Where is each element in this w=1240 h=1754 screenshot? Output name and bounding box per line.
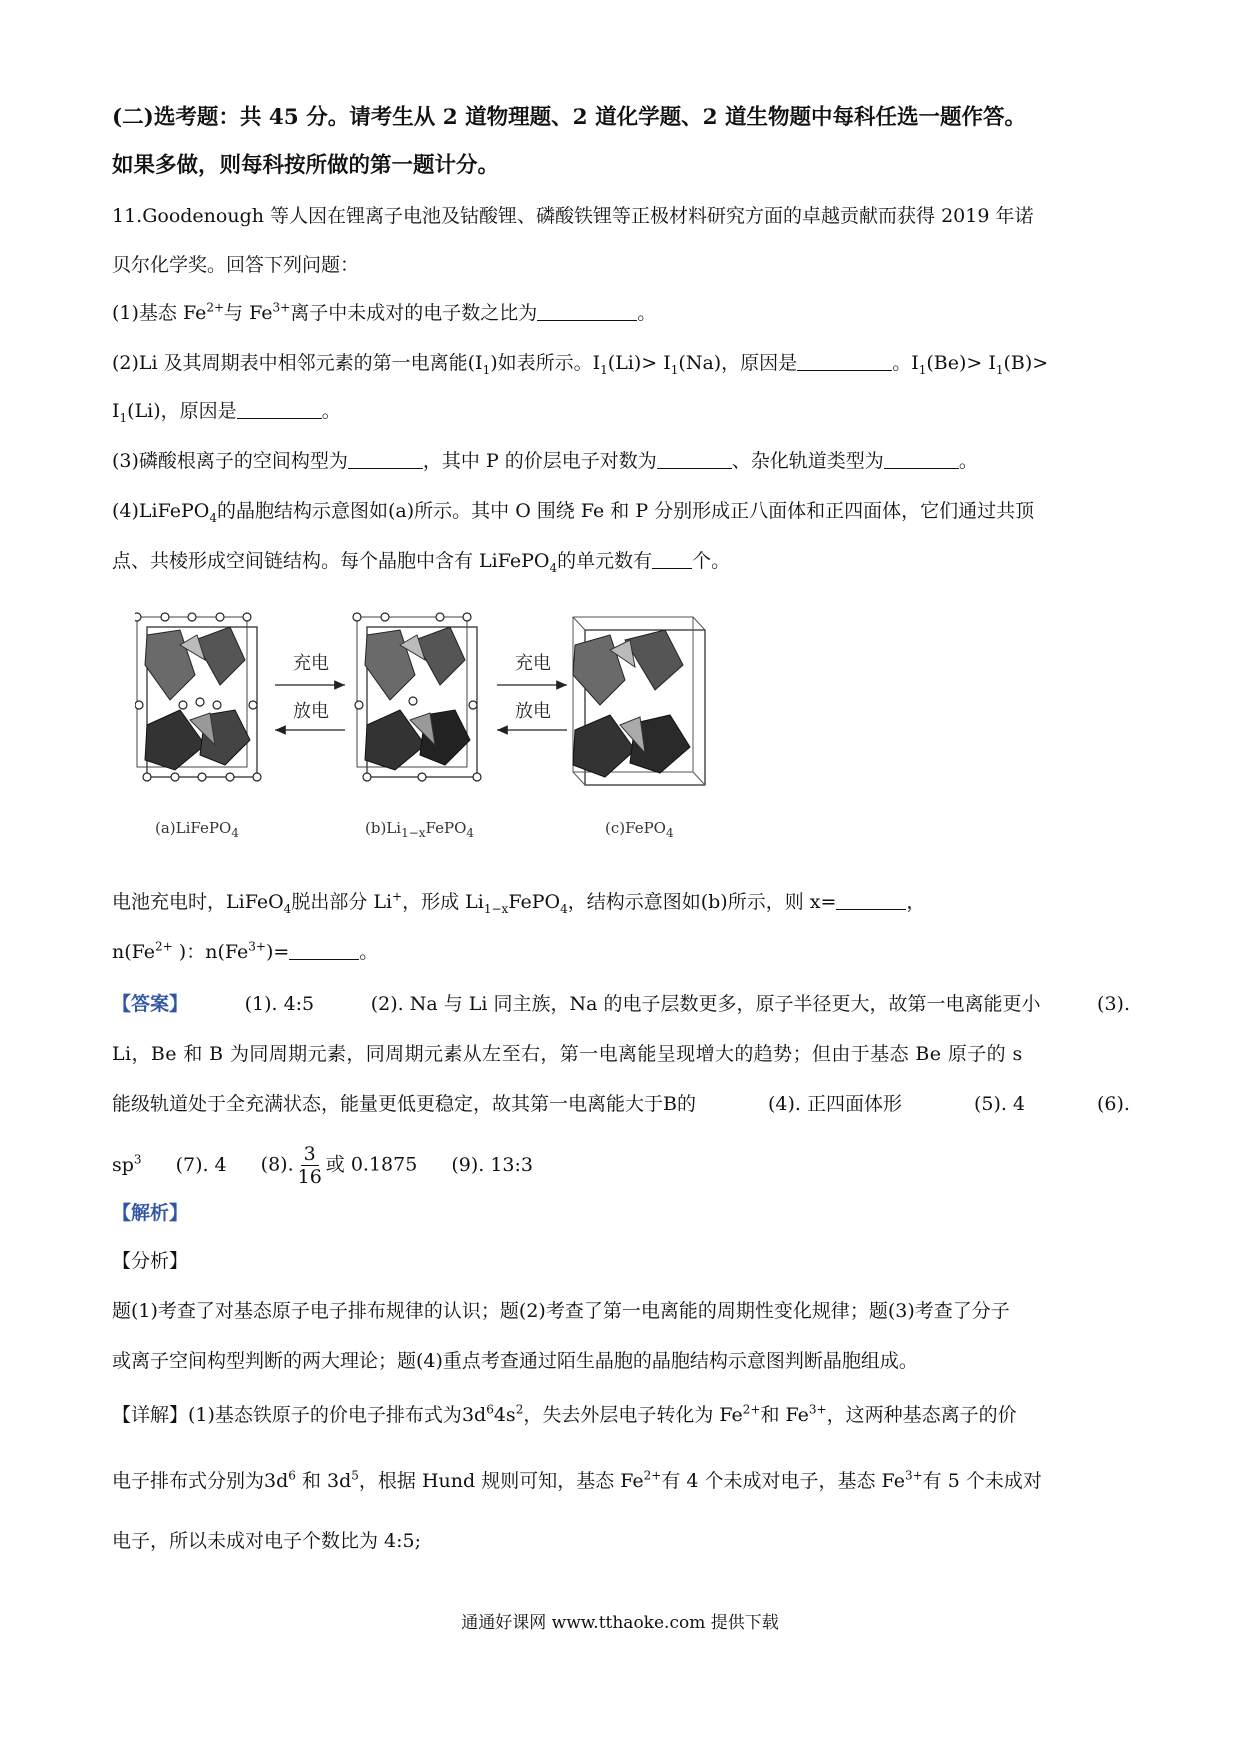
fraction: $\frac{3}{16}$ — [297, 1142, 322, 1188]
question-part-1: (1)基态 $Fe^{2+}$与 $Fe^{3+}$离子中未成对的电子数之比为 。 — [112, 300, 657, 324]
question-part-4-line-1: (4)LiFePO$_4$的晶胞结构示意图如(a)所示。其中 O 围绕 Fe 和 P 分别形成正八面体和正四面体，它们通过共顶 — [112, 500, 1035, 525]
section-header-line-2: 如果多做，则每科按所做的第一题计分。 — [112, 153, 500, 178]
answer-blank — [657, 450, 732, 469]
answer-line-3: 能级轨道处于全充满状态，能量更低更稳定，故其第一电离能大于B的 (4). 正四面体形 (5). 4 (6). — [112, 1093, 1130, 1115]
answer-blank — [884, 450, 959, 469]
answer-blank — [237, 400, 322, 419]
after-figure-line-2: $n(Fe^{2+}$ )：$n(Fe^{3+})=$ 。 — [112, 939, 379, 963]
page-footer: 通通好课网 www.tthaoke.com 提供下载 — [461, 1613, 779, 1633]
question-part-2-line-1: (2)Li 及其周期表中相邻元素的第一电离能$(I_1)$如表所示。$I_1(Li)> I_1(Na)$，原因是 。$I_1(Be)> I_1(B)>$ — [112, 352, 1049, 377]
answer-blank — [652, 550, 692, 569]
answer-blank — [348, 450, 423, 469]
caption-c: (c)FePO$_4$ — [605, 819, 674, 840]
crystal-structure-diagram — [135, 605, 795, 805]
analysis-line-1: 题(1)考查了对基态原子电子排布规律的认识；题(2)考查了第一电离能的周期性变化规律；题(3)考查了分子 — [112, 1300, 1010, 1322]
crystal-structure-figure — [135, 605, 795, 845]
discharge-label-2: 放电 — [515, 701, 551, 722]
after-figure-line-1: 电池充电时，LiFeO$_4$脱出部分 Li+，形成 $Li_{1-x}FePO_4$，结构示意图如(b)所示，则 x= ， — [112, 889, 926, 916]
detail-line-2: 电子排布式分别为$3d^6$ 和 $3d^5$，根据 Hund 规则可知，基态 $Fe^{2+}$有 4 个未成对电子，基态 $Fe^{3+}$有 5 个未成对 — [112, 1468, 1042, 1492]
answer-blank — [289, 941, 359, 960]
fenxi-label: 【分析】 — [112, 1250, 189, 1272]
answer-blank — [797, 352, 892, 371]
question-part-3: (3)磷酸根离子的空间构型为 ，其中 P 的价层电子对数为 、杂化轨道类型为 。 — [112, 450, 978, 472]
analysis-label: 【解析】 — [112, 1202, 189, 1224]
caption-b: $(b)Li_{1-x}FePO_4$ — [365, 819, 475, 840]
answer-line-1: 【答案】 (1). 4:5 (2). Na 与 Li 同主族，Na 的电子层数更多，原子半径更大，故第一电离能更小 (3). — [112, 989, 1130, 1019]
answer-blank — [836, 891, 906, 910]
detail-line-3: 电子，所以未成对电子个数比为 4:5; — [112, 1530, 422, 1552]
detail-line-1: 【详解】(1)基态铁原子的价电子排布式为$3d^64s^2$，失去外层电子转化为 $Fe^{2+}$和 $Fe^{3+}$，这两种基态离子的价 — [112, 1402, 1017, 1426]
detail-label: 【详解】 — [112, 1404, 189, 1426]
question-intro-line-2: 贝尔化学奖。回答下列问题： — [112, 254, 360, 276]
answer-line-2: Li，Be 和 B 为同周期元素，同周期元素从左至右，第一电离能呈现增大的趋势；但由于基态 Be 原子的 s — [112, 1043, 1023, 1065]
cell-a-lifepo4 — [135, 613, 261, 781]
question-part-4-line-2: 点、共棱形成空间链结构。每个晶胞中含有 LiFePO$_4$的单元数有 个。 — [112, 550, 731, 575]
discharge-label-1: 放电 — [293, 701, 329, 722]
charge-label-2: 充电 — [515, 653, 551, 674]
answer-label: 【答案】 — [112, 993, 189, 1015]
analysis-line-2: 或离子空间构型判断的两大理论；题(4)重点考查通过陌生晶胞的晶胞结构示意图判断晶胞组成。 — [112, 1350, 918, 1372]
question-intro-line-1: 11.Goodenough 等人因在锂离子电池及钴酸锂、磷酸铁锂等正极材料研究方面的卓越贡献而获得 2019 年诺 — [112, 205, 1034, 227]
cell-c-fepo4 — [573, 617, 705, 785]
answer-blank — [537, 302, 637, 321]
section-header-line-1: (二)选考题：共 45 分。请考生从 2 道物理题、2 道化学题、2 道生物题中每科任选一题作答。 — [112, 105, 1027, 130]
question-part-2-line-2: $I_1(Li)$，原因是 。 — [112, 400, 341, 425]
answer-line-4: $sp^3$ (7). 4 (8). $\frac{3}{16}$ 或 0.1875 (9). 13:3 — [112, 1142, 533, 1188]
cell-b-li1-xfepo4 — [353, 613, 481, 781]
charge-label-1: 充电 — [293, 653, 329, 674]
caption-a: (a)LiFePO$_4$ — [155, 819, 239, 840]
